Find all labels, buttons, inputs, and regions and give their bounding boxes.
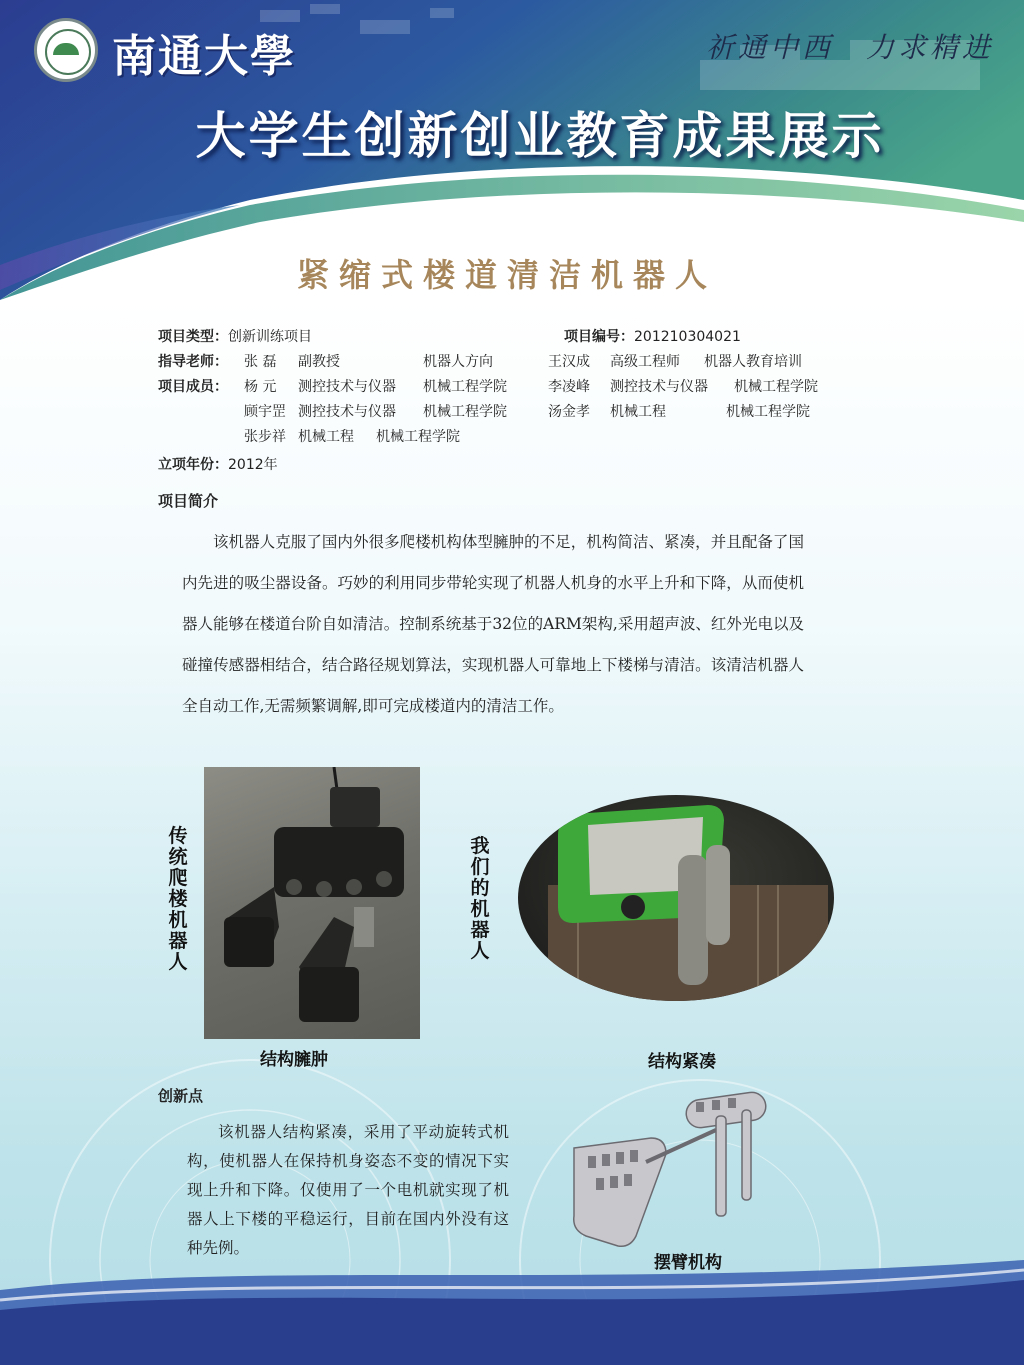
member-school: 机械工程学院 bbox=[423, 379, 507, 395]
project-number-row bbox=[564, 325, 741, 350]
advisor-name: 王汉成 bbox=[548, 354, 590, 370]
year-row bbox=[158, 453, 278, 478]
member-name: 张步祥 bbox=[244, 429, 286, 445]
advisor-name: 张 磊 bbox=[244, 354, 277, 370]
advisor-row bbox=[158, 350, 228, 375]
advisor-label: 指导老师： bbox=[158, 354, 228, 370]
our-robot-photo bbox=[518, 795, 834, 1001]
university-logo bbox=[34, 18, 98, 82]
members-row bbox=[158, 375, 228, 400]
swing-arm-diagram bbox=[566, 1086, 776, 1256]
traditional-robot-caption: 结构臃肿 bbox=[260, 1050, 328, 1070]
member-major: 机械工程 bbox=[610, 404, 666, 420]
project-type-label: 项目类型： bbox=[158, 329, 228, 345]
project-type-row bbox=[158, 325, 312, 350]
traditional-robot-illustration bbox=[204, 767, 420, 1039]
our-robot-caption: 结构紧凑 bbox=[648, 1052, 716, 1072]
banner-title: 大学生创新创业教育成果展示 bbox=[195, 107, 885, 165]
university-name: 南通大學 bbox=[112, 31, 296, 82]
member-name: 汤金孝 bbox=[548, 404, 590, 420]
members-label: 项目成员： bbox=[158, 379, 228, 395]
university-motto: 祈通中西 力求精进 bbox=[705, 31, 994, 64]
project-title: 紧缩式楼道清洁机器人 bbox=[296, 256, 717, 294]
advisor-field: 机器人方向 bbox=[423, 354, 493, 370]
our-robot-label: 我们的机器人 bbox=[470, 835, 490, 962]
member-name: 顾宇罡 bbox=[244, 404, 286, 420]
member-school: 机械工程学院 bbox=[423, 404, 507, 420]
intro-heading: 项目简介 bbox=[158, 492, 219, 510]
member-major: 测控技术与仪器 bbox=[610, 379, 708, 395]
member-school: 机械工程学院 bbox=[376, 429, 460, 445]
advisor-field: 机器人教育培训 bbox=[704, 354, 802, 370]
swing-arm-caption: 摆臂机构 bbox=[654, 1253, 722, 1273]
traditional-robot-label: 传统爬楼机器人 bbox=[168, 825, 188, 973]
member-name: 杨 元 bbox=[244, 379, 277, 395]
innovation-paragraph: 该机器人结构紧凑，采用了平动旋转式机构，使机器人在保持机身姿态不变的情况下实现上升和下降。仅使用了一个电机就实现了机器人上下楼的平稳运行，目前在国内外没有这种先例。 bbox=[187, 1123, 509, 1257]
traditional-robot-photo bbox=[204, 767, 420, 1039]
member-major: 测控技术与仪器 bbox=[298, 379, 396, 395]
advisor-title: 副教授 bbox=[298, 354, 340, 370]
project-number-value: 201210304021 bbox=[634, 329, 741, 345]
member-name: 李凌峰 bbox=[548, 379, 590, 395]
project-number-label: 项目编号： bbox=[564, 329, 634, 345]
advisor-title: 高级工程师 bbox=[610, 354, 680, 370]
innovation-heading: 创新点 bbox=[158, 1087, 204, 1105]
member-school: 机械工程学院 bbox=[726, 404, 810, 420]
member-major: 测控技术与仪器 bbox=[298, 404, 396, 420]
background-decoration bbox=[0, 960, 1024, 1365]
our-robot-illustration bbox=[518, 795, 834, 1001]
intro-text-block bbox=[182, 522, 804, 727]
member-school: 机械工程学院 bbox=[734, 379, 818, 395]
project-type-value: 创新训练项目 bbox=[228, 329, 312, 345]
year-value: 2012年 bbox=[228, 457, 278, 473]
innovation-text-block bbox=[187, 1118, 509, 1263]
intro-paragraph: 该机器人克服了国内外很多爬楼机构体型臃肿的不足，机构简洁、紧凑，并且配备了国内先进的吸尘器设备。巧妙的利用同步带轮实现了机器人机身的水平上升和下降，从而使机器人能够在楼道台阶自如清洁。控制系统基于32位的ARM架构,采用超声波、红外光电以及碰撞传感器相结合，结合路径规划算法，实现机器人可靠地上下楼梯与清洁。该清洁机器人全自动工作,无需频繁调解,即可完成楼道内的清洁工作。 bbox=[182, 533, 804, 715]
year-label: 立项年份： bbox=[158, 457, 228, 473]
member-major: 机械工程 bbox=[298, 429, 354, 445]
